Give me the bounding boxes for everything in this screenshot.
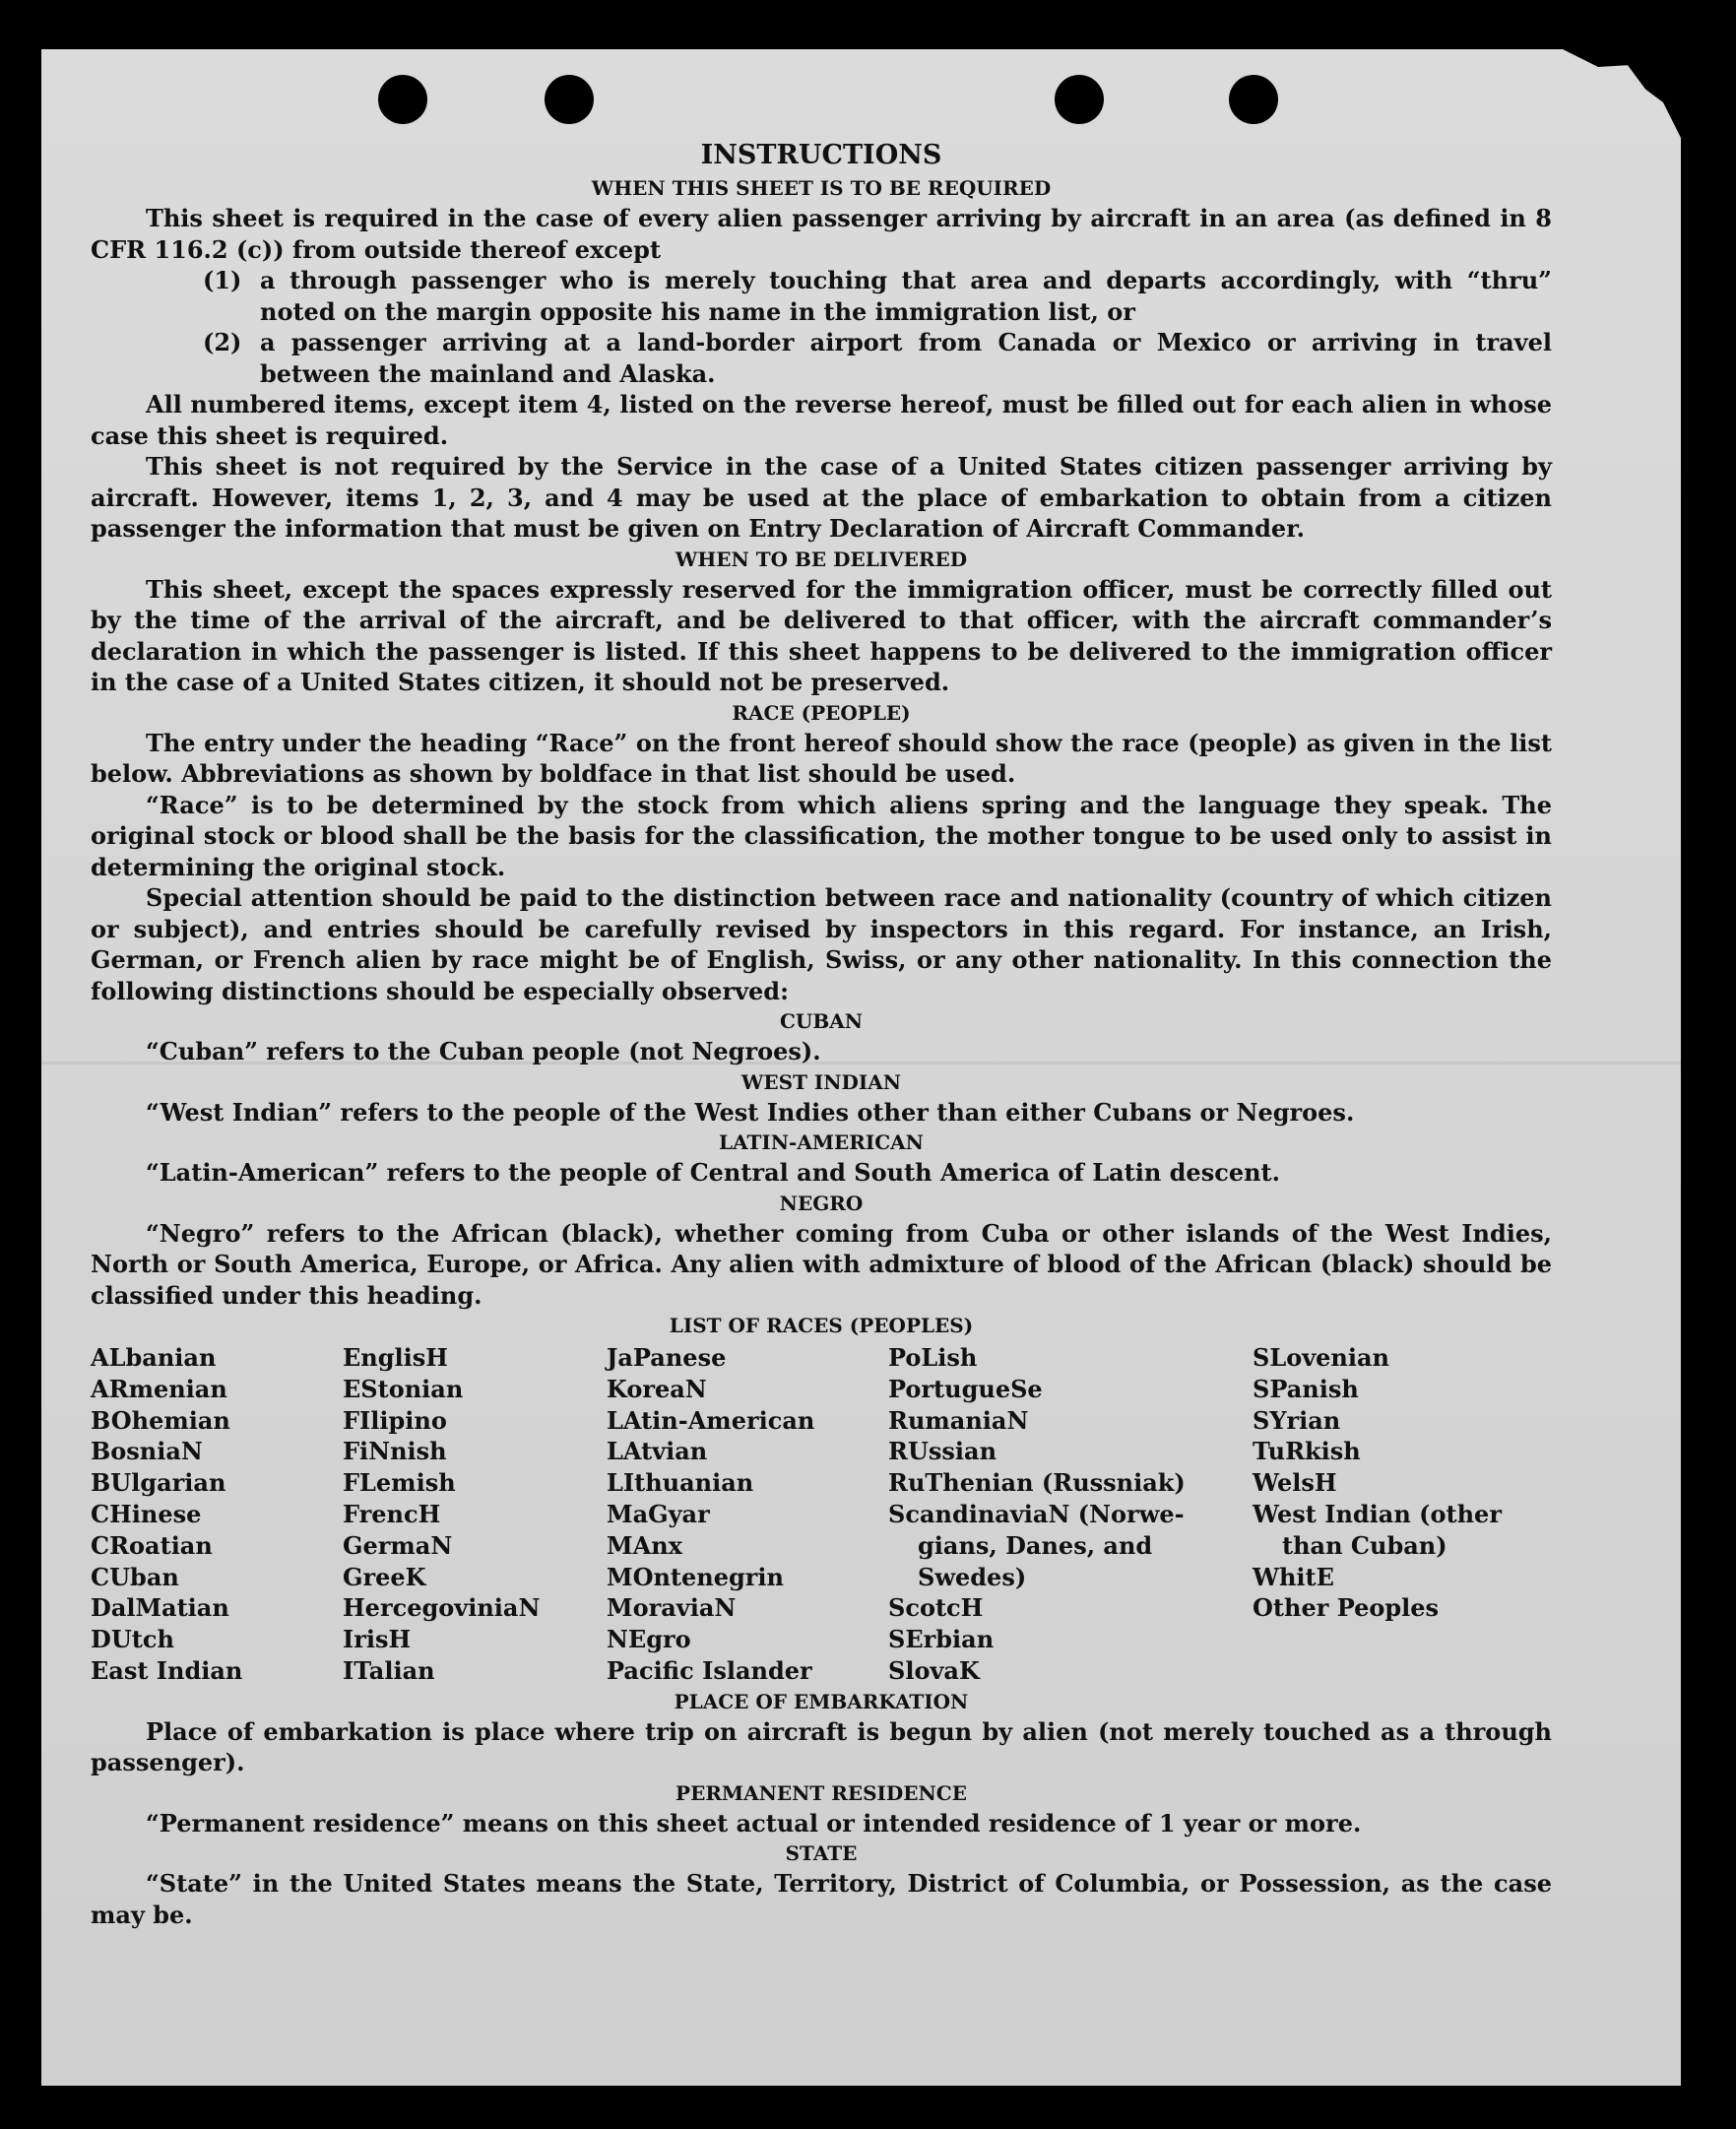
list-text: a through passenger who is merely touching that area and departs accordingly, with “thru” noted on the margin opposite his name in the immigration list, or xyxy=(260,266,1552,326)
paragraph: Special attention should be paid to the distinction between race and nationality (country of which citizen or subject), and entries should be carefully revised by inspectors in this regard. For instance, an Irish, German, or French alien by race might be of English, Swiss, or any other nationality. In this connection the following distinctions should be especially observed: xyxy=(91,883,1552,1005)
page-title: INSTRUCTIONS xyxy=(700,140,942,170)
section-heading-list-of-races: LIST OF RACES (PEOPLES) xyxy=(669,1314,974,1337)
paragraph: This sheet is not required by the Service in the case of a United States citizen passenger arriving by aircraft. However, items 1, 2, 3, and 4 may be used at the place of embarkation to obtain from a citizen passenger the information that must be given on Entry Declaration of Aircraft Commander. xyxy=(91,452,1552,543)
race-entry: RumaniaN xyxy=(888,1405,1029,1435)
section-heading-required: WHEN THIS SHEET IS TO BE REQUIRED xyxy=(591,176,1052,200)
race-entry: MaGyar xyxy=(607,1499,710,1528)
section-heading-state: STATE xyxy=(785,1841,858,1866)
race-entry: SYrian xyxy=(1253,1405,1341,1435)
list-text: a passenger arriving at a land-border airport from Canada or Mexico or arriving in travel between the mainland and Alaska. xyxy=(260,328,1552,388)
race-entry: WelsH xyxy=(1253,1468,1337,1498)
race-entry: NEgro xyxy=(607,1625,691,1654)
paragraph: This sheet, except the spaces expressly reserved for the immigration officer, must be correctly filled out by the time of the arrival of the aircraft, and be delivered to that officer, with the aircraft commander’s declaration in which the passenger is listed. If this sheet happens to be delivered to the immigration officer in the case of a United States citizen, it should not be preserved. xyxy=(91,574,1552,696)
paragraph: “Latin-American” refers to the people of Central and South America of Latin descent. xyxy=(146,1158,1280,1187)
race-entry: ITalian xyxy=(343,1655,435,1685)
race-entry: BUlgarian xyxy=(91,1468,226,1498)
paragraph: “State” in the United States means the State, Territory, District of Columbia, or Possession, as the case may be. xyxy=(91,1869,1552,1929)
races-column xyxy=(888,1342,1253,1687)
list-number: (1) xyxy=(203,266,242,294)
race-entry: HercegoviniaN xyxy=(343,1593,541,1623)
race-entry: ScotcH xyxy=(888,1593,984,1623)
race-entry: ScandinaviaN (Norwe- xyxy=(888,1499,1185,1528)
race-entry: ALbanian xyxy=(91,1343,217,1372)
section-heading-latin-american: LATIN-AMERICAN xyxy=(719,1130,924,1154)
punch-hole xyxy=(545,75,594,124)
punch-hole xyxy=(1229,75,1278,124)
punch-hole xyxy=(1055,75,1104,124)
section-heading-west-indian: WEST INDIAN xyxy=(740,1069,902,1094)
race-entry: LAtvian xyxy=(607,1437,708,1466)
race-entry: ARmenian xyxy=(91,1374,227,1403)
race-entry: SPanish xyxy=(1253,1374,1359,1403)
races-table xyxy=(91,1342,1552,1687)
races-column xyxy=(1253,1342,1548,1687)
punch-hole xyxy=(378,75,427,124)
race-entry: BosniaN xyxy=(91,1437,203,1466)
section-heading-race: RACE (PEOPLE) xyxy=(732,700,911,725)
paragraph: Place of embarkation is place where trip on aircraft is begun by alien (not merely touched as a through passenger). xyxy=(91,1716,1552,1777)
paragraph: “Race” is to be determined by the stock from which aliens spring and the language they speak. The original stock or blood shall be the basis for the classification, the mother tongue to be used only to assist in determining the original stock. xyxy=(91,790,1552,881)
paragraph: “Cuban” refers to the Cuban people (not Negroes). xyxy=(146,1037,821,1065)
race-entry: DalMatian xyxy=(91,1593,229,1623)
paragraph: All numbered items, except item 4, listed on the reverse hereof, must be filled out for each alien in whose case this sheet is required. xyxy=(91,390,1552,450)
race-entry: GermaN xyxy=(343,1530,453,1560)
race-entry: LAtin-American xyxy=(607,1405,815,1435)
race-entry: FrencH xyxy=(343,1499,441,1528)
race-entry: KoreaN xyxy=(607,1374,707,1403)
race-entry: BOhemian xyxy=(91,1405,230,1435)
paragraph: This sheet is required in the case of every alien passenger arriving by aircraft in an area (as defined in 8 CFR 116.2 (c)) from outside thereof except xyxy=(91,204,1552,264)
section-heading-negro: NEGRO xyxy=(779,1191,864,1215)
paragraph: “Negro” refers to the African (black), whether coming from Cuba or other islands of the West Indies, North or South America, Europe, or Africa. Any alien with admixture of blood of the African (black) should be classified under this heading. xyxy=(91,1218,1552,1310)
list-item xyxy=(91,327,1552,389)
race-entry: PortugueSe xyxy=(888,1374,1043,1403)
list-number: (2) xyxy=(203,328,242,356)
torn-corner xyxy=(1563,49,1681,138)
race-entry: EnglisH xyxy=(343,1343,448,1372)
race-entry: EStonian xyxy=(343,1374,464,1403)
race-entry: SErbian xyxy=(888,1625,995,1654)
race-entry: FLemish xyxy=(343,1468,456,1498)
race-entry: LIthuanian xyxy=(607,1468,754,1498)
race-entry: GreeK xyxy=(343,1562,426,1591)
race-entry: JaPanese xyxy=(607,1343,727,1372)
race-entry: DUtch xyxy=(91,1625,174,1654)
section-heading-delivered: WHEN TO BE DELIVERED xyxy=(675,547,968,571)
race-entry: WhitE xyxy=(1253,1562,1334,1591)
list-item xyxy=(91,265,1552,327)
race-entry: Pacific Islander xyxy=(607,1655,812,1685)
paragraph: The entry under the heading “Race” on the front hereof should show the race (people) as given in the list below. Abbreviations as shown by boldface in that list should be used. xyxy=(91,728,1552,788)
race-entry: West Indian (other xyxy=(1253,1499,1502,1528)
race-entry: RUssian xyxy=(888,1437,997,1466)
paragraph: “Permanent residence” means on this sheet actual or intended residence of 1 year or more. xyxy=(146,1808,1362,1838)
race-entry: MAnx xyxy=(607,1530,682,1560)
race-entry: PoLish xyxy=(888,1343,978,1372)
paragraph: “West Indian” refers to the people of the West Indies other than either Cubans or Negroes. xyxy=(146,1097,1355,1127)
races-column xyxy=(607,1342,888,1687)
race-entry: East Indian xyxy=(91,1655,243,1685)
section-heading-cuban: CUBAN xyxy=(779,1009,864,1033)
race-entry: RuThenian (Russniak) xyxy=(888,1468,1186,1498)
section-heading-embarkation: PLACE OF EMBARKATION xyxy=(674,1689,969,1713)
races-column xyxy=(343,1342,607,1687)
races-column xyxy=(91,1342,343,1687)
section-heading-residence: PERMANENT RESIDENCE xyxy=(675,1780,967,1805)
race-entry: FIlipino xyxy=(343,1405,447,1435)
race-entry: Swedes) xyxy=(918,1562,1027,1591)
race-entry: MoraviaN xyxy=(607,1593,737,1623)
race-entry: gians, Danes, and xyxy=(918,1530,1153,1560)
race-entry: CHinese xyxy=(91,1499,202,1528)
race-entry: SLovenian xyxy=(1253,1343,1389,1372)
race-entry: CRoatian xyxy=(91,1530,213,1560)
race-entry: SlovaK xyxy=(888,1655,980,1685)
race-entry: FiNnish xyxy=(343,1437,447,1466)
race-entry: Other Peoples xyxy=(1253,1593,1440,1623)
race-entry: TuRkish xyxy=(1253,1437,1361,1466)
race-entry: CUban xyxy=(91,1562,179,1591)
race-entry: MOntenegrin xyxy=(607,1562,784,1591)
race-entry: IrisH xyxy=(343,1625,412,1654)
race-entry: than Cuban) xyxy=(1282,1530,1447,1560)
instructions-page xyxy=(91,138,1552,1930)
